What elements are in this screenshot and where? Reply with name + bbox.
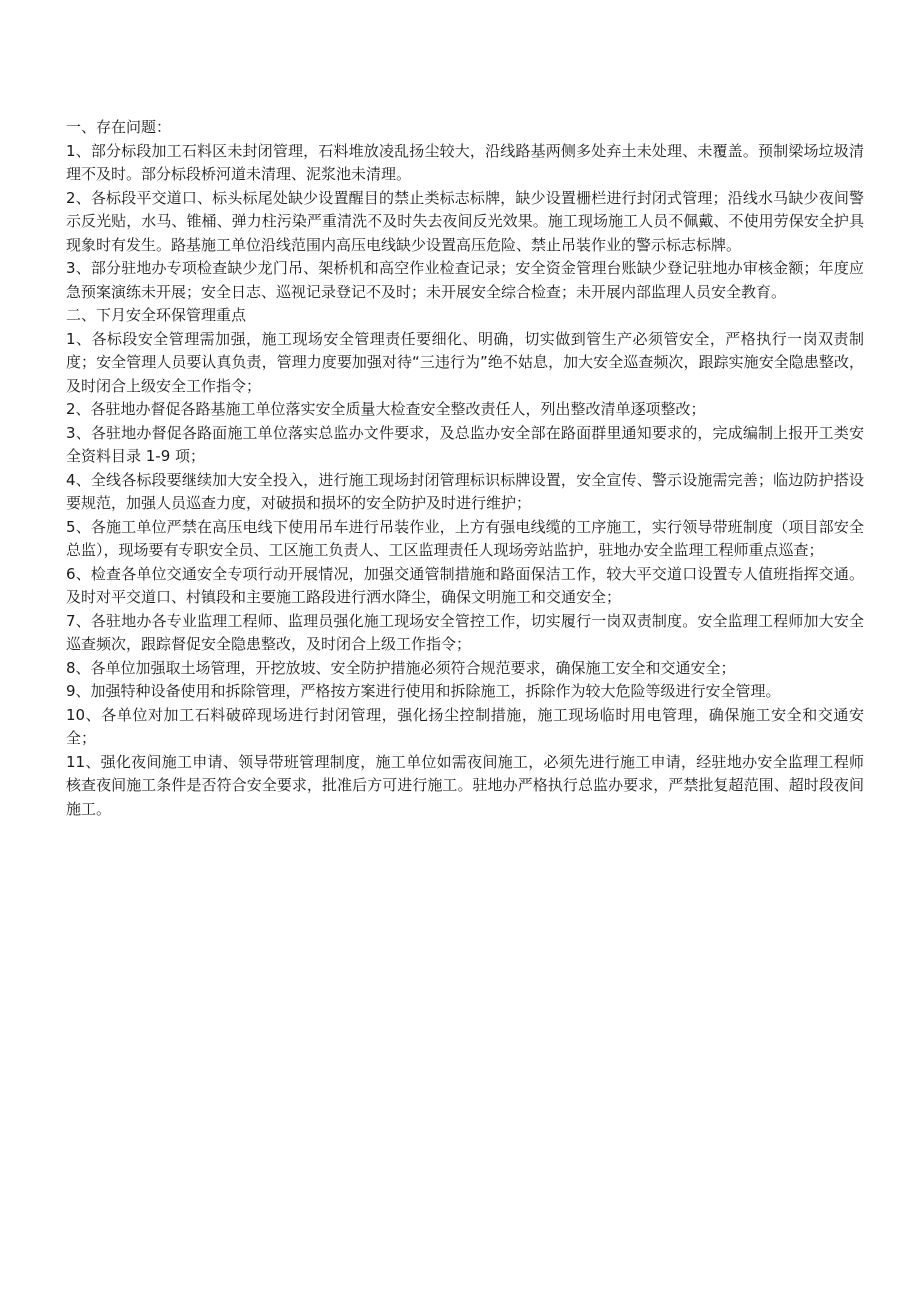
problem-item-2: 2、各标段平交道口、标头标尾处缺少设置醒目的禁止类标志标牌，缺少设置栅栏进行封闭式管理；沿线水马缺少夜间警示反光贴，水马、锥桶、弹力柱污染严重清洗不及时失去夜间反光效果。施工现场施工人员不佩戴、不使用劳保安全护具现象时有发生。路基施工单位沿线范围内高压电线缺少设置高压危险、禁止吊装作业的警示标志标牌。 xyxy=(66,188,864,254)
focus-item-7: 7、各驻地办各专业监理工程师、监理员强化施工现场安全管控工作，切实履行一岗双责制度。安全监理工程师加大安全巡查频次，跟踪督促安全隐患整改，及时闭合上级工作指令； xyxy=(66,611,864,653)
focus-item-2: 2、各驻地办督促各路基施工单位落实安全质量大检查安全整改责任人，列出整改清单逐项整改； xyxy=(66,400,706,418)
section-heading-next-month-focus: 二、下月安全环保管理重点 xyxy=(66,306,247,324)
focus-item-1: 1、各标段安全管理需加强，施工现场安全管理责任要细化、明确，切实做到管生产必须管安全，严格执行一岗双责制度；安全管理人员要认真负责，管理力度要加强对待“三违行为”绝不姑息，加大安全巡查频次，跟踪实施安全隐患整改，及时闭合上级安全工作指令； xyxy=(66,329,864,395)
focus-item-8: 8、各单位加强取土场管理，开挖放坡、安全防护措施必须符合规范要求，确保施工安全和交通安全； xyxy=(66,658,736,677)
focus-item-6: 6、检查各单位交通安全专项行动开展情况，加强交通管制措施和路面保洁工作，较大平交道口设置专人值班指挥交通。及时对平交道口、村镇段和主要施工路段进行洒水降尘，确保文明施工和交通安全； xyxy=(66,564,864,606)
focus-item-10: 10、各单位对加工石料破碎现场进行封闭管理，强化扬尘控制措施，施工现场临时用电管理，确保施工安全和交通安全； xyxy=(66,705,864,747)
focus-item-5: 5、各施工单位严禁在高压电线下使用吊车进行吊装作业，上方有强电线缆的工序施工，实行领导带班制度（项目部安全总监），现场要有专职安全员、工区施工负责人、工区监理责任人现场旁站监护，驻地办安全监理工程师重点巡查； xyxy=(66,517,864,559)
document-body xyxy=(66,116,864,821)
focus-item-4: 4、全线各标段要继续加大安全投入，进行施工现场封闭管理标识标牌设置，安全宣传、警示设施需完善；临边防护搭设要规范，加强人员巡查力度，对破损和损坏的安全防护及时进行维护； xyxy=(66,470,864,512)
problem-item-3: 3、部分驻地办专项检查缺少龙门吊、架桥机和高空作业检查记录；安全资金管理台账缺少登记驻地办审核金额；年度应急预案演练未开展；安全日志、巡视记录登记不及时；未开展安全综合检查；未开展内部监理人员安全教育。 xyxy=(66,259,864,301)
focus-item-3: 3、各驻地办督促各路面施工单位落实总监办文件要求，及总监办安全部在路面群里通知要求的，完成编制上报开工类安全资料目录 1-9 项； xyxy=(66,423,864,465)
section-heading-problems: 一、存在问题： xyxy=(66,118,172,136)
focus-item-9: 9、加强特种设备使用和拆除管理，严格按方案进行使用和拆除施工，拆除作为较大危险等级进行安全管理。 xyxy=(66,682,781,700)
focus-item-11: 11、强化夜间施工申请、领导带班管理制度，施工单位如需夜间施工，必须先进行施工申请，经驻地办安全监理工程师核查夜间施工条件是否符合安全要求，批准后方可进行施工。驻地办严格执行总监办要求，严禁批复超范围、超时段夜间施工。 xyxy=(66,752,864,818)
problem-item-1: 1、部分标段加工石料区未封闭管理，石料堆放凌乱扬尘较大，沿线路基两侧多处弃土未处理、未覆盖。预制梁场垃圾清理不及时。部分标段桥河道未清理、泥浆池未清理。 xyxy=(66,141,864,183)
